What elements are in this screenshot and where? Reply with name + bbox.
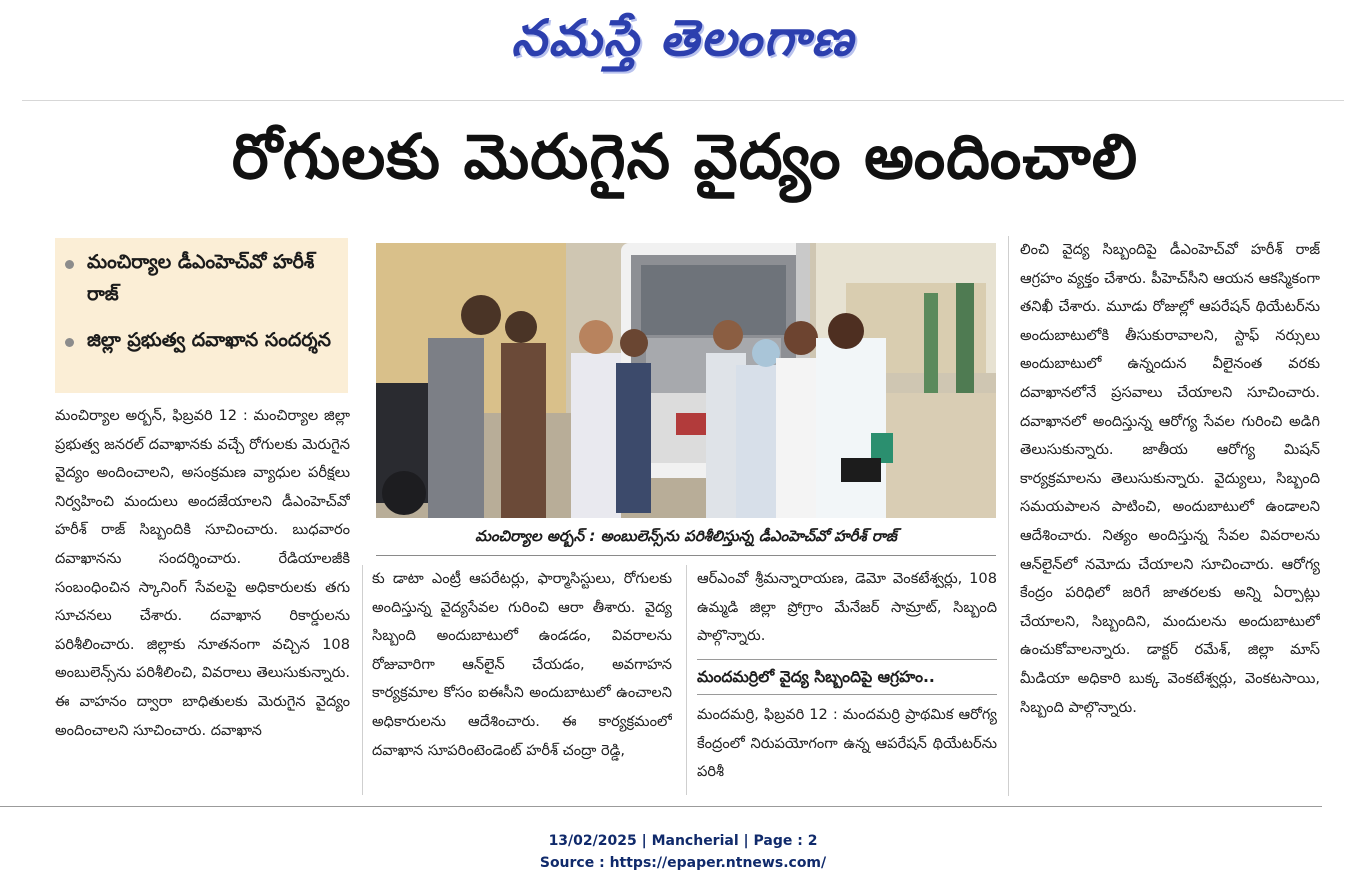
- bullet-icon: [65, 260, 74, 269]
- bullet-icon: [65, 338, 74, 347]
- column-separator: [362, 565, 363, 795]
- highlight-text: జిల్లా ప్రభుత్వ దవాఖాన సందర్శన: [87, 329, 331, 351]
- article-column-2: కు డాటా ఎంట్రీ ఆపరేటర్లు, ఫార్మాసిస్టులు, రోగులకు అందిస్తున్న వైద్యసేవల గురించి ఆరా తీశారు. వైద్య సిబ్బంది అందుబాటులో ఉండడం, వివరాలను రోజువారిగా ఆన్‌లైన్ చేయడం, అవగాహన కార్యక్రమాల కోసం ఐఈసీని అందుబాటులో ఉంచాలని అధికారులను ఆదేశించారు. ఈ కార్యక్రమంలో దవాఖాన సూపరింటెండెంట్ హరీశ్ చంద్రా రెడ్డి,: [372, 570, 672, 759]
- article-column-3: [697, 565, 997, 795]
- column-separator: [686, 565, 687, 795]
- column-separator: [1008, 236, 1009, 796]
- masthead: [0, 4, 1366, 84]
- highlights-box: [55, 238, 348, 393]
- footer-source-link[interactable]: Source : https://epaper.ntnews.com/: [539, 855, 827, 871]
- bottom-rule: [0, 806, 1322, 807]
- article-column-4: లించి వైద్య సిబ్బందిపై డీఎంహెచ్‌వో హరీశ్ రాజ్ ఆగ్రహం వ్యక్తం చేశారు. పీహెచ్‌సీని ఆయన ఆకస్మికంగా తనిఖీ చేశారు. మూడు రోజుల్లో ఆపరేషన్ థియేటర్‌ను అందుబాటులోకి తీసుకురావాలని, స్టాఫ్ నర్సులు అందుబాటులో ఉన్నందున వీలైనంత వరకు దవాఖానలోనే ప్రసవాలు చేయాలని సూచించారు. దవాఖానలో అందిస్తున్న ఆరోగ్య సేవల గురించి అడిగి తెలుసుకున్నారు. జాతీయ ఆరోగ్య మిషన్ కార్యక్రమాలను తెలుసుకున్నారు. వైద్యులు, సిబ్బంది సమయపాలన పాటించి, అందుబాటులో ఉండాలని ఆదేశించారు. నిత్యం అందిస్తున్న సేవల వివరాలను ఆన్‌లైన్‌లో నమోదు చేయాలని సూచించారు. ఆరోగ్య కేంద్రం పరిధిలో జరిగే జాతరలకు అన్ని ఏర్పాట్లు చేయాలని, సిబ్బందిని, మందులను అందుబాటులో ఉంచుకోవాలన్నారు. డాక్టర్ రమేశ్, జిల్లా మాస్ మీడియా అధికారి బుక్క వెంకటేశ్వర్లు, వెంకటసాయి, సిబ్బంది పాల్గొన్నారు.: [1020, 241, 1320, 716]
- highlight-text: మంచిర్యాల డీఎంహెచ్‌వో హరీశ్ రాజ్: [87, 251, 315, 305]
- top-rule: [22, 100, 1344, 101]
- photo-illustration: [376, 243, 996, 518]
- highlight-item: [65, 324, 340, 356]
- page-footer: [0, 830, 1366, 874]
- column-3-top-text: ఆర్‌ఎంవో శ్రీమన్నారాయణ, డెమో వెంకటేశ్వర్లు, 108 ఉమ్మడి జిల్లా ప్రోగ్రాం మేనేజర్ సామ్రాట్, సిబ్బంది పాల్గొన్నారు.: [697, 570, 997, 645]
- article-headline: రోగులకు మెరుగైన వైద్యం అందించాలి: [231, 120, 1139, 193]
- sub-heading: మందమర్రిలో వైద్య సిబ్బందిపై ఆగ్రహం..: [697, 659, 997, 695]
- newspaper-logo: నమస్తే తెలంగాణ: [511, 8, 855, 67]
- footer-date-page: 13/02/2025 | Mancherial | Page : 2: [548, 833, 818, 849]
- ambulance-photo: [376, 243, 996, 518]
- article-column-1: మంచిర్యాల అర్బన్, ఫిబ్రవరి 12 : మంచిర్యాల జిల్లా ప్రభుత్వ జనరల్ దవాఖానకు వచ్చే రోగులకు మెరుగైన వైద్యం అందించాలని, అసంక్రమణ వ్యాధుల పరీక్షలు నిర్వహించి మందులు అందజేయాలని డీఎంహెచ్‌వో హరీశ్ రాజ్ సిబ్బందికి సూచించారు. బుధవారం దవాఖానను సందర్శించారు. రేడియాలజీకి సంబంధించిన స్కానింగ్ సేవలపై అధికారులకు తగు సూచనలు చేశారు. దవాఖాన రికార్డులను పరిశీలించారు. జిల్లాకు నూతనంగా వచ్చిన 108 అంబులెన్స్‌ను పరిశీలించి, వివరాలు తెలుసుకున్నారు. ఈ వాహనం ద్వారా బాధితులకు మెరుగైన వైద్యం అందించాలని సూచించారు. దవాఖాన: [55, 407, 350, 739]
- photo-caption: మంచిర్యాల అర్బన్ : అంబులెన్స్‌ను పరిశీలిస్తున్న డీఎంహెచ్‌వో హరీశ్ రాజ్: [376, 521, 996, 556]
- highlight-item: [65, 246, 340, 310]
- column-3-bottom-text: మందమర్రి, ఫిబ్రవరి 12 : మందమర్రి ప్రాథమిక ఆరోగ్య కేంద్రంలో నిరుపయోగంగా ఉన్న ఆపరేషన్ థియేటర్‌ను పరిశీ: [697, 706, 997, 781]
